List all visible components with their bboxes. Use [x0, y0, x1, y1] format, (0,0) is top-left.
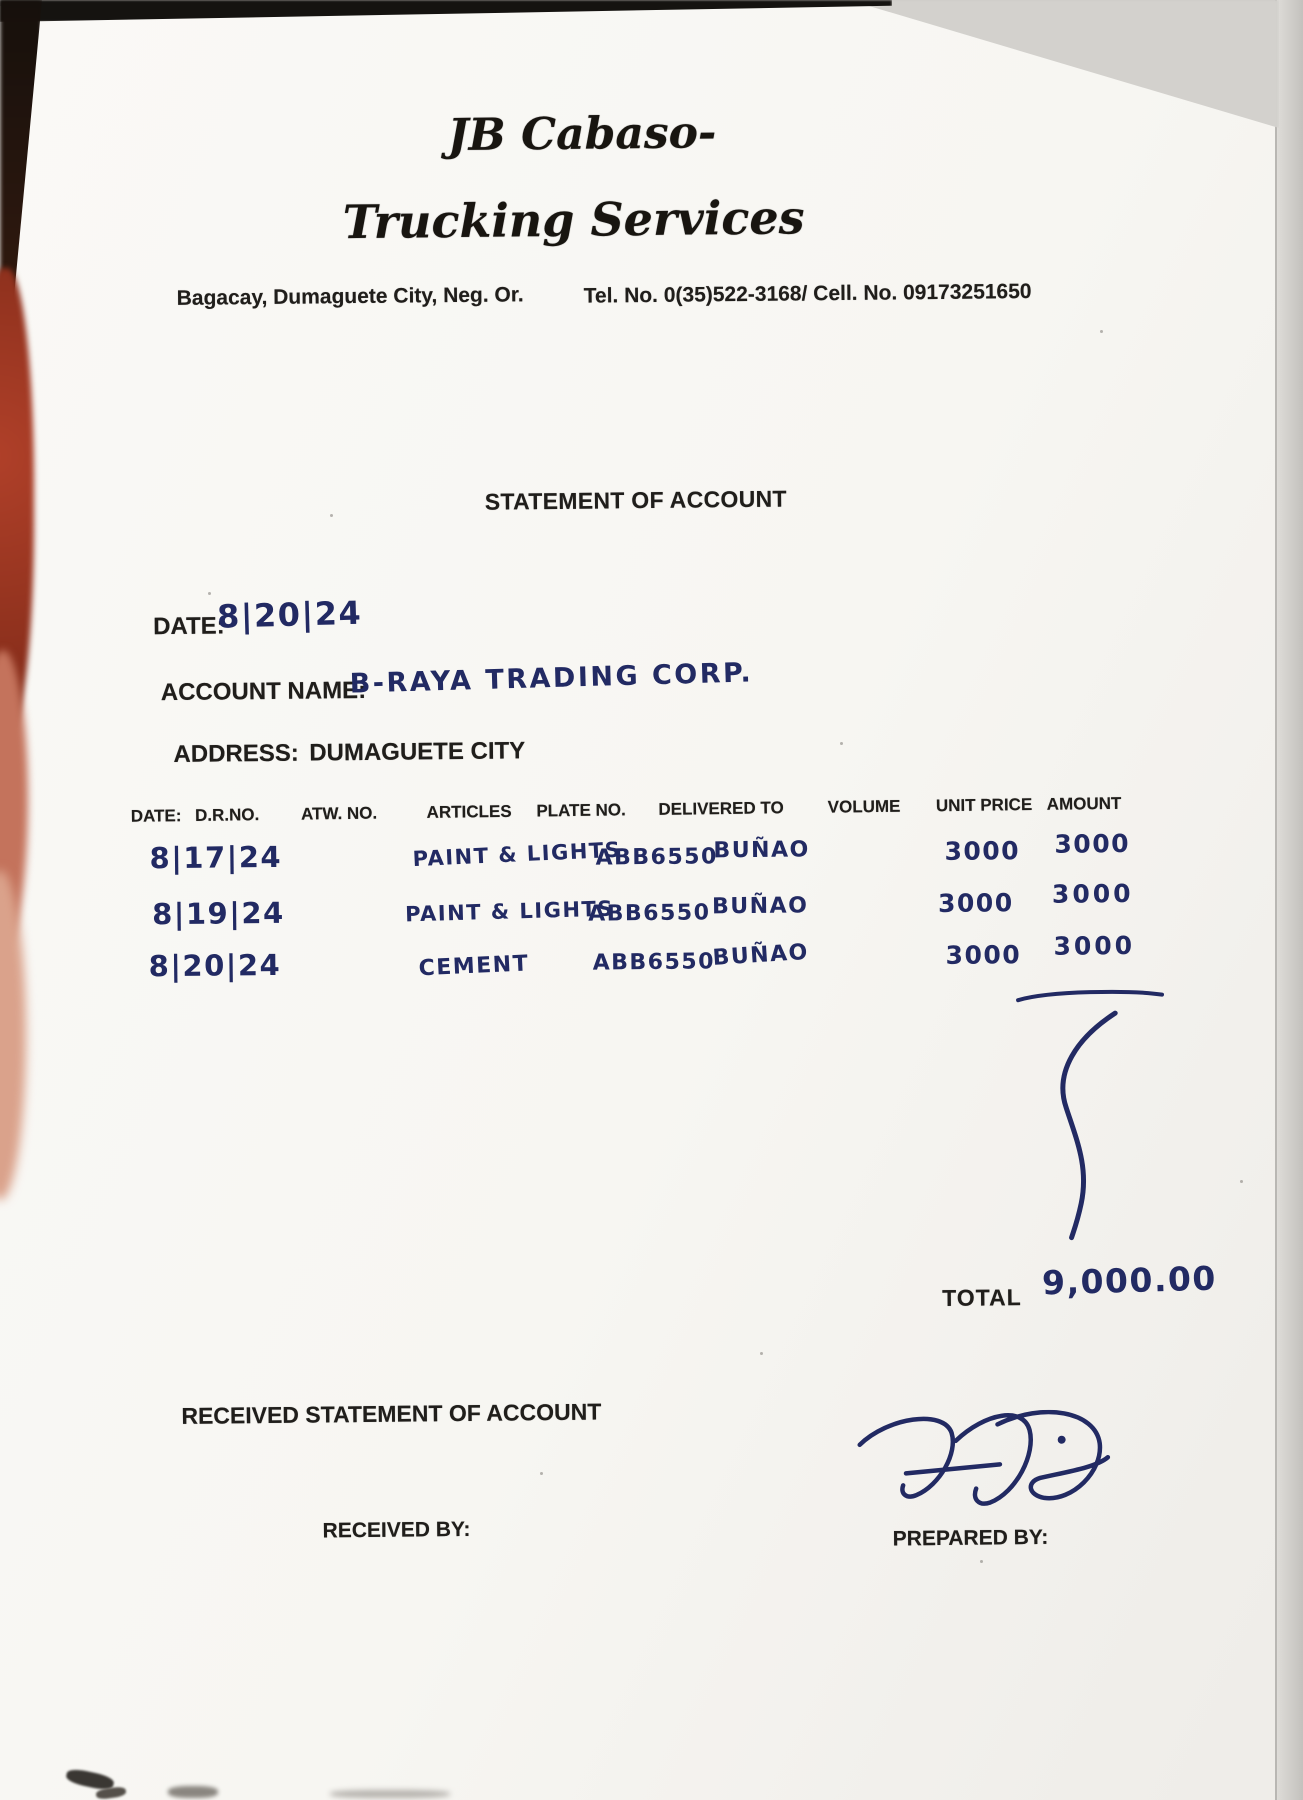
account-name-value-handwritten: B-RAYA TRADING CORP.	[349, 657, 754, 700]
row-amount: 3000	[1054, 828, 1131, 859]
row-unit-price: 3000	[944, 836, 1021, 866]
total-value-handwritten: 9,000.00	[1041, 1258, 1218, 1303]
row-date: 8|20|24	[148, 947, 282, 984]
row-plate-no: ABB6550	[595, 844, 718, 871]
col-header-plate-no: PLATE NO.	[536, 800, 626, 821]
address-label: ADDRESS:	[173, 739, 299, 768]
row-articles: PAINT & LIGHTS	[404, 896, 615, 927]
brace-squiggle	[1041, 1007, 1133, 1243]
signature-flourish	[847, 1409, 1113, 1537]
row-amount: 3000	[1051, 878, 1134, 909]
company-name-line2: Trucking Services	[342, 190, 805, 250]
date-value-handwritten: 8|20|24	[216, 593, 363, 636]
row-articles: PAINT & LIGHTS	[412, 837, 622, 872]
row-unit-price: 3000	[945, 940, 1022, 970]
account-name-label: ACCOUNT NAME:	[160, 676, 367, 707]
row-plate-no: ABB6550	[592, 949, 716, 976]
row-articles: CEMENT	[418, 951, 530, 982]
col-header-dr-no: D.R.NO.	[194, 805, 260, 825]
col-header-atw-no: ATW. NO.	[300, 803, 378, 824]
amount-underline	[1015, 987, 1165, 1005]
col-header-amount: AMOUNT	[1046, 793, 1122, 814]
received-statement-label: RECEIVED STATEMENT OF ACCOUNT	[181, 1398, 602, 1429]
received-by-label: RECEIVED BY:	[322, 1517, 471, 1543]
col-header-delivered-to: DELIVERED TO	[658, 798, 784, 819]
address-value: DUMAGUETE CITY	[309, 737, 526, 767]
row-plate-no: ABB6550	[588, 900, 711, 927]
date-label: DATE:	[152, 612, 225, 641]
col-header-volume: VOLUME	[827, 796, 901, 817]
row-date: 8|19|24	[151, 895, 285, 932]
prepared-by-label: PREPARED BY:	[892, 1525, 1049, 1551]
row-amount: 3000	[1053, 930, 1136, 961]
company-name-line1: JB Cabaso-	[447, 107, 717, 162]
company-address: Bagacay, Dumaguete City, Neg. Or.	[176, 283, 524, 310]
col-header-unit-price: UNIT PRICE	[935, 794, 1033, 816]
row-delivered-to: BUÑAO	[711, 939, 810, 971]
document-title: STATEMENT OF ACCOUNT	[484, 485, 787, 515]
row-unit-price: 3000	[937, 888, 1014, 918]
table-header-row	[0, 791, 1302, 826]
row-delivered-to: BUÑAO	[713, 837, 810, 864]
total-label: TOTAL	[942, 1284, 1022, 1311]
col-header-articles: ARTICLES	[426, 801, 512, 822]
row-date: 8|17|24	[149, 839, 283, 876]
row-delivered-to: BUÑAO	[711, 893, 809, 920]
col-header-date: DATE:	[130, 806, 182, 826]
company-contact: Tel. No. 0(35)522-3168/ Cell. No. 09173251650	[583, 279, 1032, 308]
